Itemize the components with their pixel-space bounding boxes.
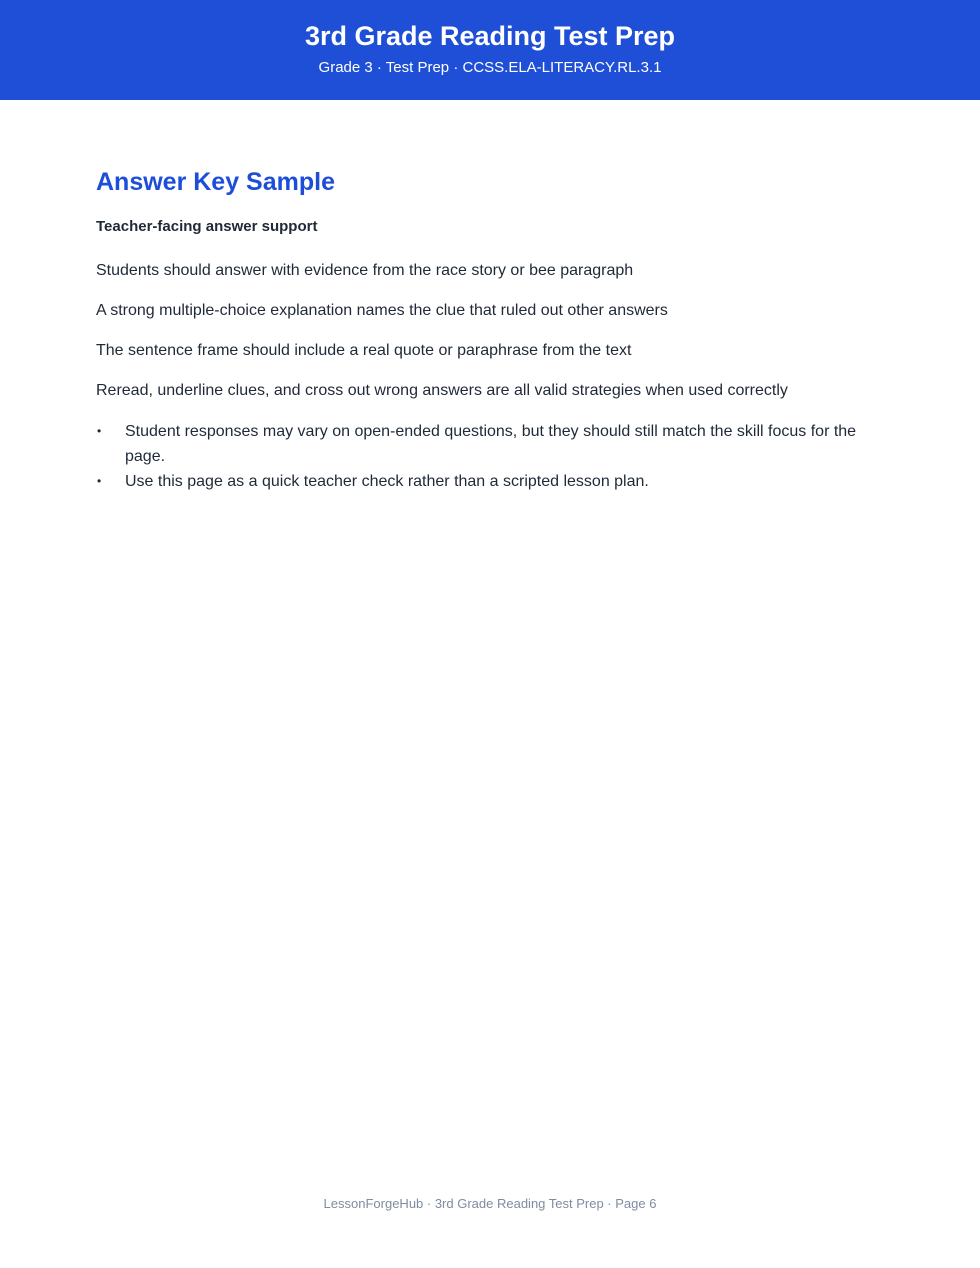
list-item-text: Student responses may vary on open-ended questions, but they should still match the skill focus for the page. xyxy=(125,423,857,465)
list-item xyxy=(96,419,884,469)
content-area xyxy=(96,168,884,494)
page-subtitle: Grade 3 · Test Prep · CCSS.ELA-LITERACY.RL.3.1 xyxy=(318,59,662,76)
answer-support-paragraph: A strong multiple-choice explanation names the clue that ruled out other answers xyxy=(96,302,668,319)
answer-support-paragraph: Reread, underline clues, and cross out wrong answers are all valid strategies when used correctly xyxy=(96,382,788,399)
header-banner xyxy=(0,0,980,100)
page-footer: LessonForgeHub · 3rd Grade Reading Test Prep · Page 6 xyxy=(323,1196,657,1211)
page-title: 3rd Grade Reading Test Prep xyxy=(304,21,676,51)
list-item xyxy=(96,469,884,494)
section-title: Answer Key Sample xyxy=(96,168,335,196)
list-item-text: Use this page as a quick teacher check rather than a scripted lesson plan. xyxy=(125,473,649,490)
answer-support-paragraph: Students should answer with evidence from the race story or bee paragraph xyxy=(96,262,634,279)
answer-support-paragraph: The sentence frame should include a real quote or paraphrase from the text xyxy=(96,342,632,359)
section-subheading: Teacher-facing answer support xyxy=(96,218,318,235)
teacher-notes-list xyxy=(96,419,884,494)
